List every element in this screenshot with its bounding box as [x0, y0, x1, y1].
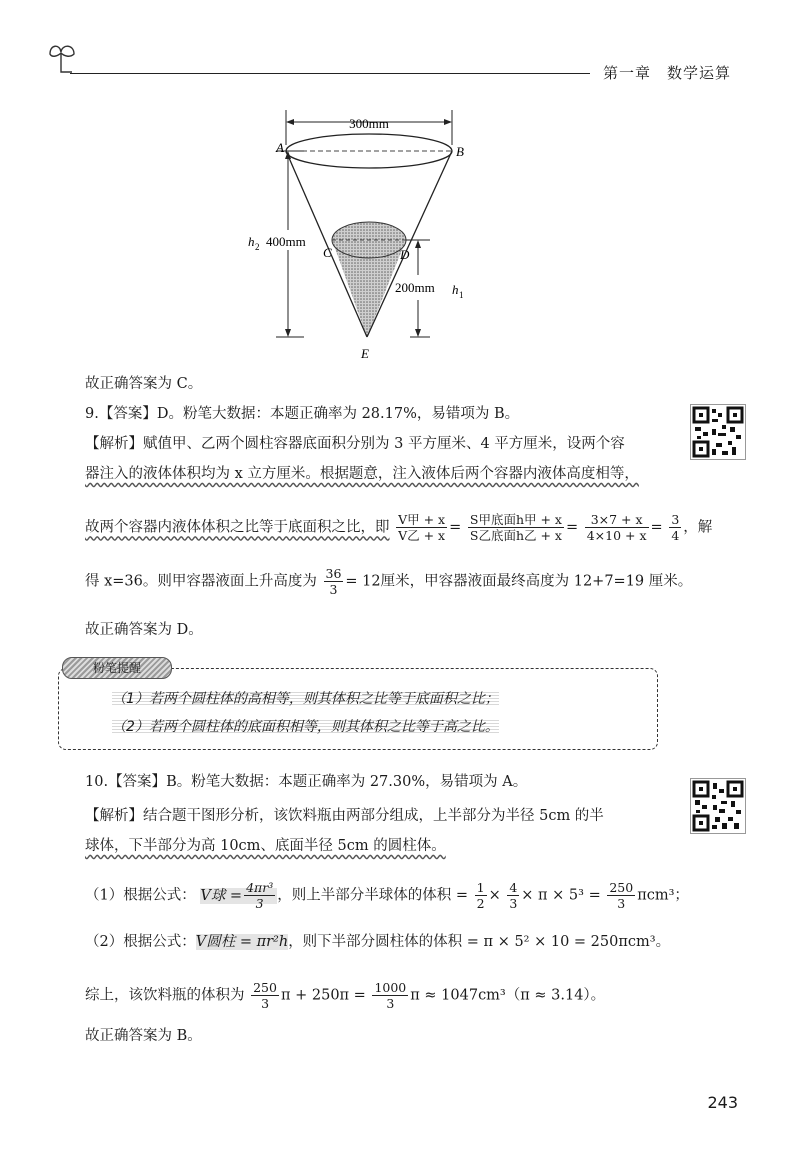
- tip-item-2: （2）若两个圆柱体的底面积相等，则其体积之比等于高之比。: [112, 719, 499, 735]
- label-h2-value: 400mm: [266, 234, 306, 249]
- q10-analysis-text: 结合题干图形分析，该饮料瓶由两部分组成，上半部分为半径 5cm 的半: [143, 808, 604, 824]
- q10-conclusion: 故正确答案为 B。: [85, 1028, 202, 1044]
- fraction-rise: $\frac{36}{3}$: [325, 566, 342, 597]
- label-h1-value: 200mm: [395, 280, 435, 295]
- q8-conclusion: 故正确答案为 C。: [85, 376, 203, 392]
- label-a: A: [276, 140, 284, 155]
- label-b: B: [456, 144, 464, 159]
- q10-answer-tag: 【答案】: [108, 774, 167, 790]
- chapter-number: 第一章: [603, 64, 652, 82]
- chapter-header: [603, 62, 747, 83]
- q10-analysis-tag: 【解析】: [85, 808, 143, 824]
- q9-answer-line: [85, 404, 519, 424]
- q10-analysis-line1: [85, 806, 604, 826]
- label-h1: h: [452, 282, 459, 297]
- label-h1-sub: 1: [459, 290, 464, 300]
- label-c: C: [323, 245, 332, 260]
- q10-analysis-line2: 球体，下半部分为高 10cm、底面半径 5cm 的圆柱体。: [85, 838, 446, 854]
- qr-code-icon[interactable]: [690, 404, 746, 460]
- q9-analysis-line3: 故两个容器内液体体积之比等于底面积之比，即 $\frac{\text{V甲 + x}}{\text{V乙 + x}}$ = $\frac{\text{S甲底面h甲 + x}}{\text{S乙底面h乙 + x}}$ = $\frac{3\times 7 + x}{4\times 10 + x}$ = $\frac{3}{4}$ ，解: [85, 512, 713, 543]
- qr-code-icon-2[interactable]: [690, 778, 746, 834]
- q10-answer-text: B。粉笔大数据：本题正确率为 27.30%，易错项为 A。: [166, 774, 528, 790]
- leaf-logo-icon: [44, 42, 80, 76]
- q9-analysis-text: 赋值甲、乙两个圆柱容器底面积分别为 3 平方厘米、4 平方厘米，设两个容: [143, 436, 625, 452]
- chapter-title: 数学运算: [667, 64, 732, 82]
- q9-conclusion: 故正确答案为 D。: [85, 622, 203, 638]
- q10-formula-2: （2）根据公式：V圆柱 = πr²h，则下半部分圆柱体的体积 = π × 5² × 10 = 250πcm³。: [85, 934, 671, 950]
- q9-analysis-line2-text: 器注入的液体体积均为 x 立方厘米。根据题意，注入液体后两个容器内液体高度相等，: [85, 466, 639, 482]
- tip-badge: [62, 657, 172, 679]
- q10-answer-line: [85, 772, 527, 792]
- header-rule: [70, 73, 590, 74]
- label-e: E: [361, 346, 369, 361]
- label-h2-sub: 2: [255, 242, 260, 252]
- tip-badge-label: 粉笔提醒: [92, 661, 141, 675]
- q10-formula-1: （1）根据公式： V球 = $\frac{\text{4πr³}}{3}$ ，则上半部分半球体的体积 = $\frac{1}{2}$ × $\frac{4}{3}$ × π × 5³ = $\frac{250}{3}$ πcm³；: [85, 880, 689, 911]
- q9-answer-tag: 【答案】: [98, 406, 157, 422]
- fraction-volume-ratio: $\frac{\text{V甲 + x}}{\text{V乙 + x}}$: [398, 512, 446, 543]
- fraction-numeric: $\frac{3\times 7 + x}{4\times 10 + x}$: [586, 512, 647, 543]
- page-number: 243: [707, 1093, 738, 1112]
- q9-analysis-tag: 【解析】: [85, 436, 143, 452]
- tip-item-1: （1）若两个圆柱体的高相等，则其体积之比等于底面积之比；: [112, 691, 499, 707]
- fraction-result: $\frac{3}{4}$: [671, 512, 680, 543]
- fraction-area-height: $\frac{\text{S甲底面h甲 + x}}{\text{S乙底面h乙 + x}}$: [469, 512, 562, 543]
- sphere-formula: V球 = $\frac{\text{4πr³}}{3}$: [200, 888, 277, 904]
- cone-diagram: [240, 100, 490, 365]
- q9-answer-text: D。粉笔大数据：本题正确率为 28.17%，易错项为 B。: [156, 406, 520, 422]
- label-width: 300mm: [349, 116, 389, 131]
- q9-analysis-line1: [85, 434, 625, 454]
- label-h2: h: [248, 234, 255, 249]
- label-d: D: [400, 247, 410, 262]
- q10-number: 10.: [85, 774, 109, 790]
- q10-summary: 综上，该饮料瓶的体积为 $\frac{250}{3}$ π + 250π = $\frac{1000}{3}$ π ≈ 1047cm³（π ≈ 3.14）。: [85, 980, 606, 1011]
- q9-analysis-line4: 得 x=36。则甲容器液面上升高度为 $\frac{36}{3}$ = 12厘米，甲容器液面最终高度为 12+7=19 厘米。: [85, 566, 693, 597]
- q9-ratio-statement: 故两个容器内液体体积之比等于底面积之比，即: [85, 519, 390, 536]
- q9-analysis-line2: [85, 464, 639, 484]
- q9-number: 9.: [85, 406, 99, 422]
- tip-box: [58, 668, 658, 750]
- cylinder-formula: V圆柱 = πr²h: [195, 934, 289, 950]
